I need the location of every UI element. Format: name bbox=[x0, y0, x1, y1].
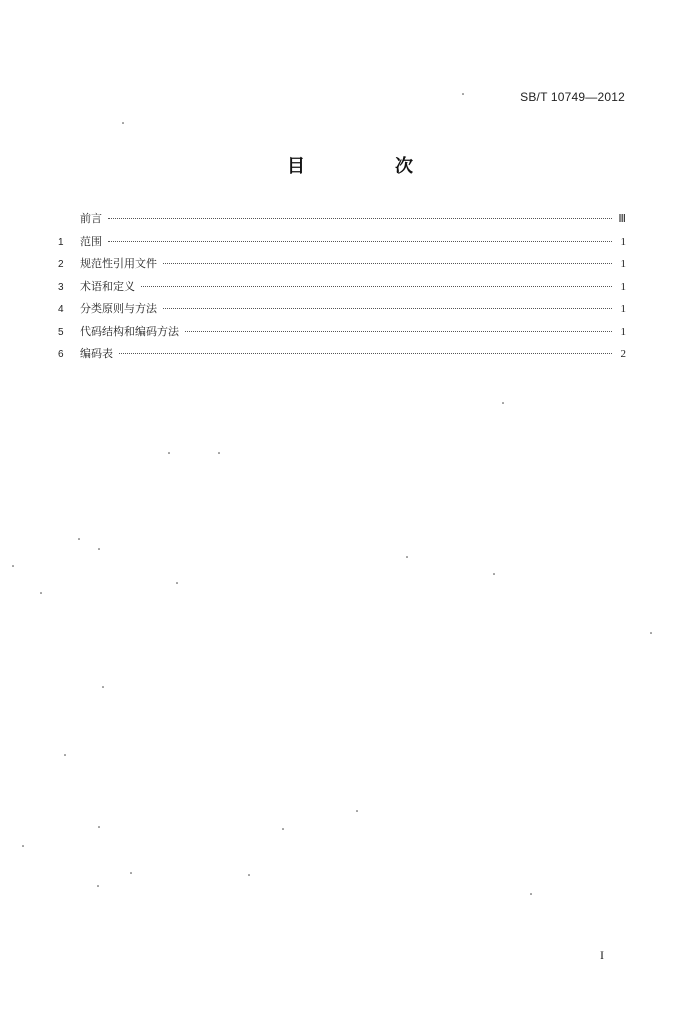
scan-speck bbox=[493, 573, 495, 575]
toc-entry-page: 1 bbox=[620, 258, 626, 270]
toc-entry-number: 5 bbox=[58, 326, 64, 338]
scan-speck bbox=[650, 632, 652, 634]
scan-speck bbox=[248, 874, 250, 876]
scan-speck bbox=[78, 538, 80, 540]
toc-entry[interactable] bbox=[58, 210, 626, 233]
scan-speck bbox=[22, 845, 24, 847]
scan-speck bbox=[40, 592, 42, 594]
toc-entry-number: 3 bbox=[58, 281, 64, 293]
scan-speck bbox=[168, 452, 170, 454]
scan-speck bbox=[130, 872, 132, 874]
toc-entry-title: 规范性引用文件 bbox=[80, 257, 157, 270]
toc-entry-page: 1 bbox=[620, 280, 626, 293]
toc-leader-dots bbox=[163, 262, 612, 264]
toc-leader-dots bbox=[185, 330, 612, 332]
toc-entry-page: 1 bbox=[620, 325, 626, 338]
toc-entry[interactable] bbox=[58, 278, 626, 301]
scan-speck bbox=[462, 93, 464, 95]
toc-entry-number: 4 bbox=[58, 304, 64, 315]
scan-speck bbox=[282, 828, 284, 830]
toc-entry-title: 编码表 bbox=[80, 347, 113, 360]
toc-heading: 目 次 bbox=[287, 156, 449, 177]
toc-leader-dots bbox=[119, 352, 612, 354]
toc-entry[interactable] bbox=[58, 345, 626, 368]
page-number: I bbox=[600, 948, 604, 962]
toc-entry-number: 1 bbox=[58, 236, 64, 248]
scan-speck bbox=[356, 810, 358, 812]
toc-leader-dots bbox=[108, 240, 612, 242]
toc-entry-title: 术语和定义 bbox=[80, 279, 135, 293]
toc-entry-page: Ⅲ bbox=[618, 213, 626, 225]
scan-speck bbox=[502, 402, 504, 404]
toc-entry-title: 分类原则与方法 bbox=[80, 302, 157, 315]
standard-code: SB/T 10749—2012 bbox=[520, 90, 625, 104]
toc-leader-dots bbox=[108, 217, 612, 219]
toc-leader-dots bbox=[163, 307, 612, 309]
toc-entry-number: 6 bbox=[58, 349, 64, 360]
table-of-contents bbox=[58, 210, 626, 368]
scan-speck bbox=[176, 582, 178, 584]
scan-speck bbox=[64, 754, 66, 756]
toc-entry[interactable] bbox=[58, 233, 626, 256]
scan-speck bbox=[97, 885, 99, 887]
toc-entry[interactable] bbox=[58, 323, 626, 346]
toc-entry-title: 前言 bbox=[80, 212, 102, 225]
scan-speck bbox=[102, 686, 104, 688]
toc-entry-page: 2 bbox=[620, 348, 626, 360]
toc-leader-dots bbox=[141, 285, 612, 287]
scan-speck bbox=[530, 893, 532, 895]
scan-speck bbox=[406, 556, 408, 558]
toc-entry-page: 1 bbox=[620, 303, 626, 315]
toc-entry[interactable] bbox=[58, 300, 626, 323]
scan-speck bbox=[98, 548, 100, 550]
scan-speck bbox=[122, 122, 124, 124]
scan-speck bbox=[12, 565, 14, 567]
scan-speck bbox=[98, 826, 100, 828]
toc-entry-page: 1 bbox=[620, 235, 626, 248]
toc-entry[interactable] bbox=[58, 255, 626, 278]
toc-entry-title: 代码结构和编码方法 bbox=[80, 324, 179, 338]
toc-entry-title: 范围 bbox=[80, 234, 102, 248]
toc-entry-number: 2 bbox=[58, 259, 64, 270]
scan-speck bbox=[218, 452, 220, 454]
